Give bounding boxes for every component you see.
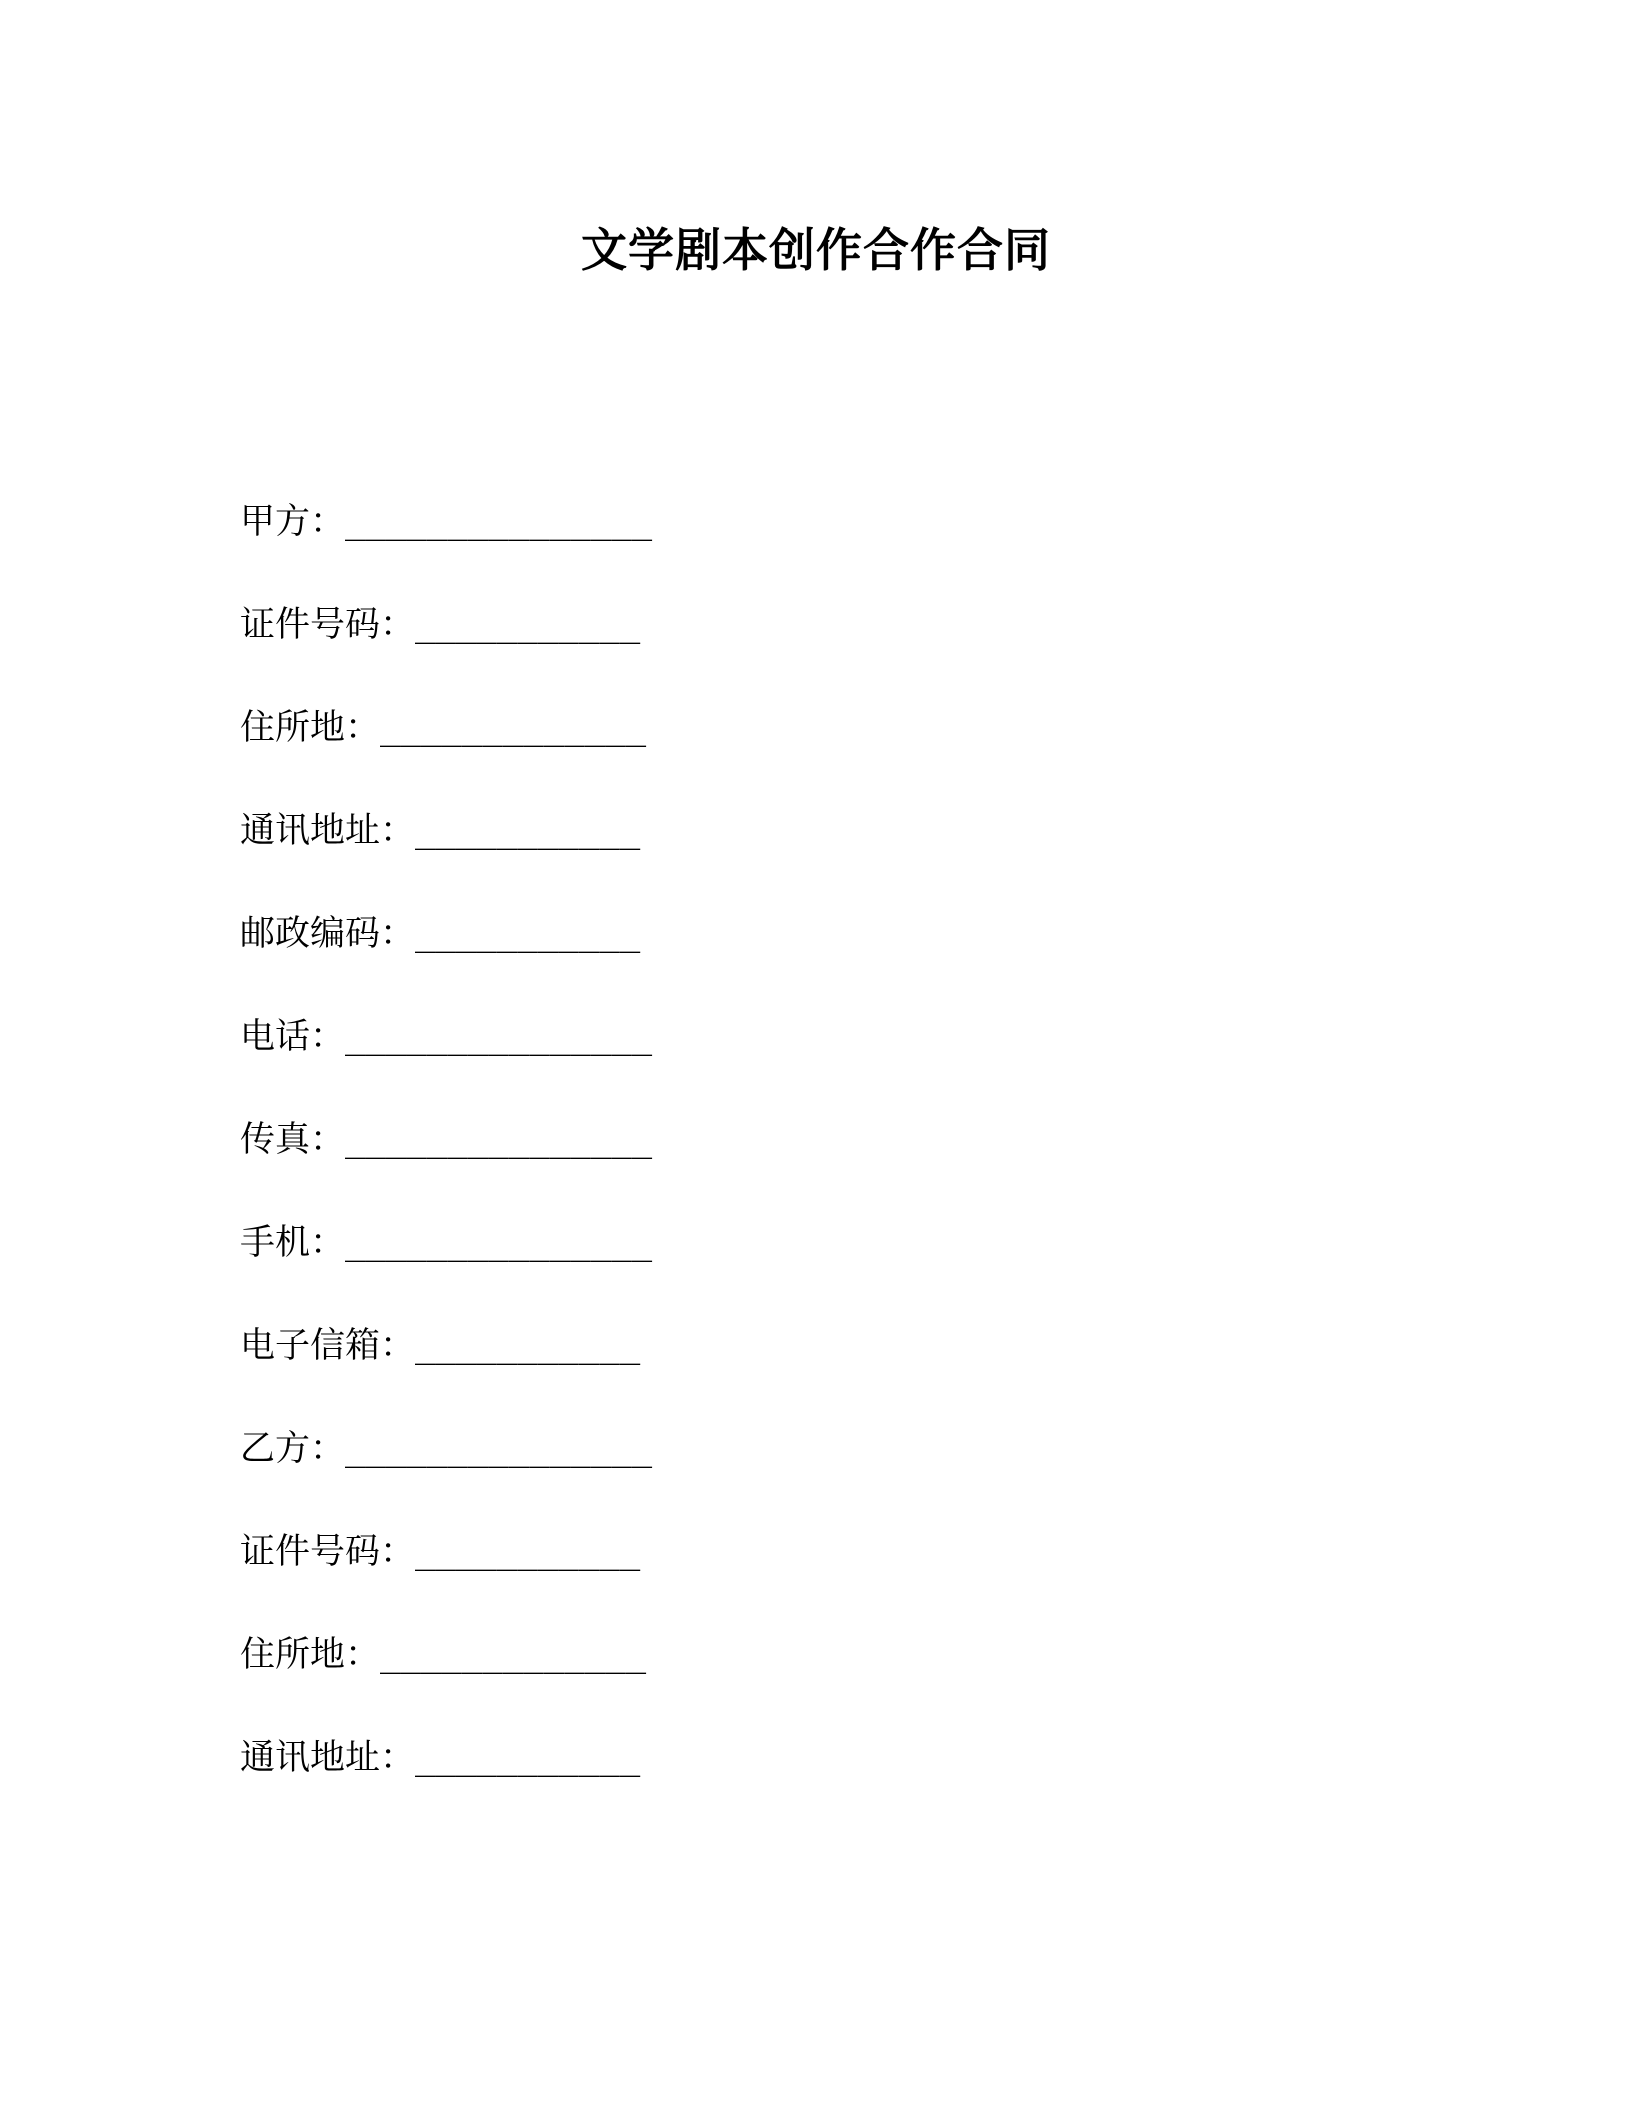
fill-in-blank: _______________ (345, 1120, 653, 1160)
field-party-a (240, 498, 652, 546)
field-domicile-b (240, 1631, 646, 1679)
field-id-number-b (240, 1528, 640, 1576)
field-label: 证件号码： (240, 605, 416, 645)
field-label: 甲方： (240, 502, 346, 542)
field-label: 住所地： (240, 708, 381, 748)
fill-in-blank: _____________ (380, 708, 647, 748)
document-title: 文学剧本创作合作合同 (581, 223, 1051, 277)
field-label: 电话： (240, 1017, 346, 1057)
field-label: 通讯地址： (240, 1738, 416, 1778)
field-label: 手机： (240, 1223, 346, 1263)
field-mobile-a (240, 1219, 652, 1267)
field-label: 电子信箱： (240, 1326, 416, 1366)
fill-in-blank: _______________ (345, 1223, 653, 1263)
field-label: 住所地： (240, 1635, 381, 1675)
fill-in-blank: _____________ (380, 1635, 647, 1675)
fill-in-blank: ___________ (415, 605, 641, 645)
fill-in-blank: ___________ (415, 914, 641, 954)
field-mailing-address-b (240, 1734, 640, 1782)
fill-in-blank: ___________ (415, 1532, 641, 1572)
field-id-number-a (240, 601, 640, 649)
field-label: 通讯地址： (240, 811, 416, 851)
fill-in-blank: ___________ (415, 1738, 641, 1778)
fill-in-blank: _______________ (345, 1429, 653, 1469)
field-label: 传真： (240, 1120, 346, 1160)
field-fax-a (240, 1116, 652, 1164)
field-email-a (240, 1322, 640, 1370)
field-label: 乙方： (240, 1429, 346, 1469)
field-phone-a (240, 1013, 652, 1061)
fill-in-blank: _______________ (345, 502, 653, 542)
field-postal-code-a (240, 910, 640, 958)
field-domicile-a (240, 704, 646, 752)
field-label: 邮政编码： (240, 914, 416, 954)
field-mailing-address-a (240, 807, 640, 855)
field-party-b (240, 1425, 652, 1473)
fill-in-blank: _______________ (345, 1017, 653, 1057)
field-label: 证件号码： (240, 1532, 416, 1572)
fill-in-blank: ___________ (415, 811, 641, 851)
fill-in-blank: ___________ (415, 1326, 641, 1366)
